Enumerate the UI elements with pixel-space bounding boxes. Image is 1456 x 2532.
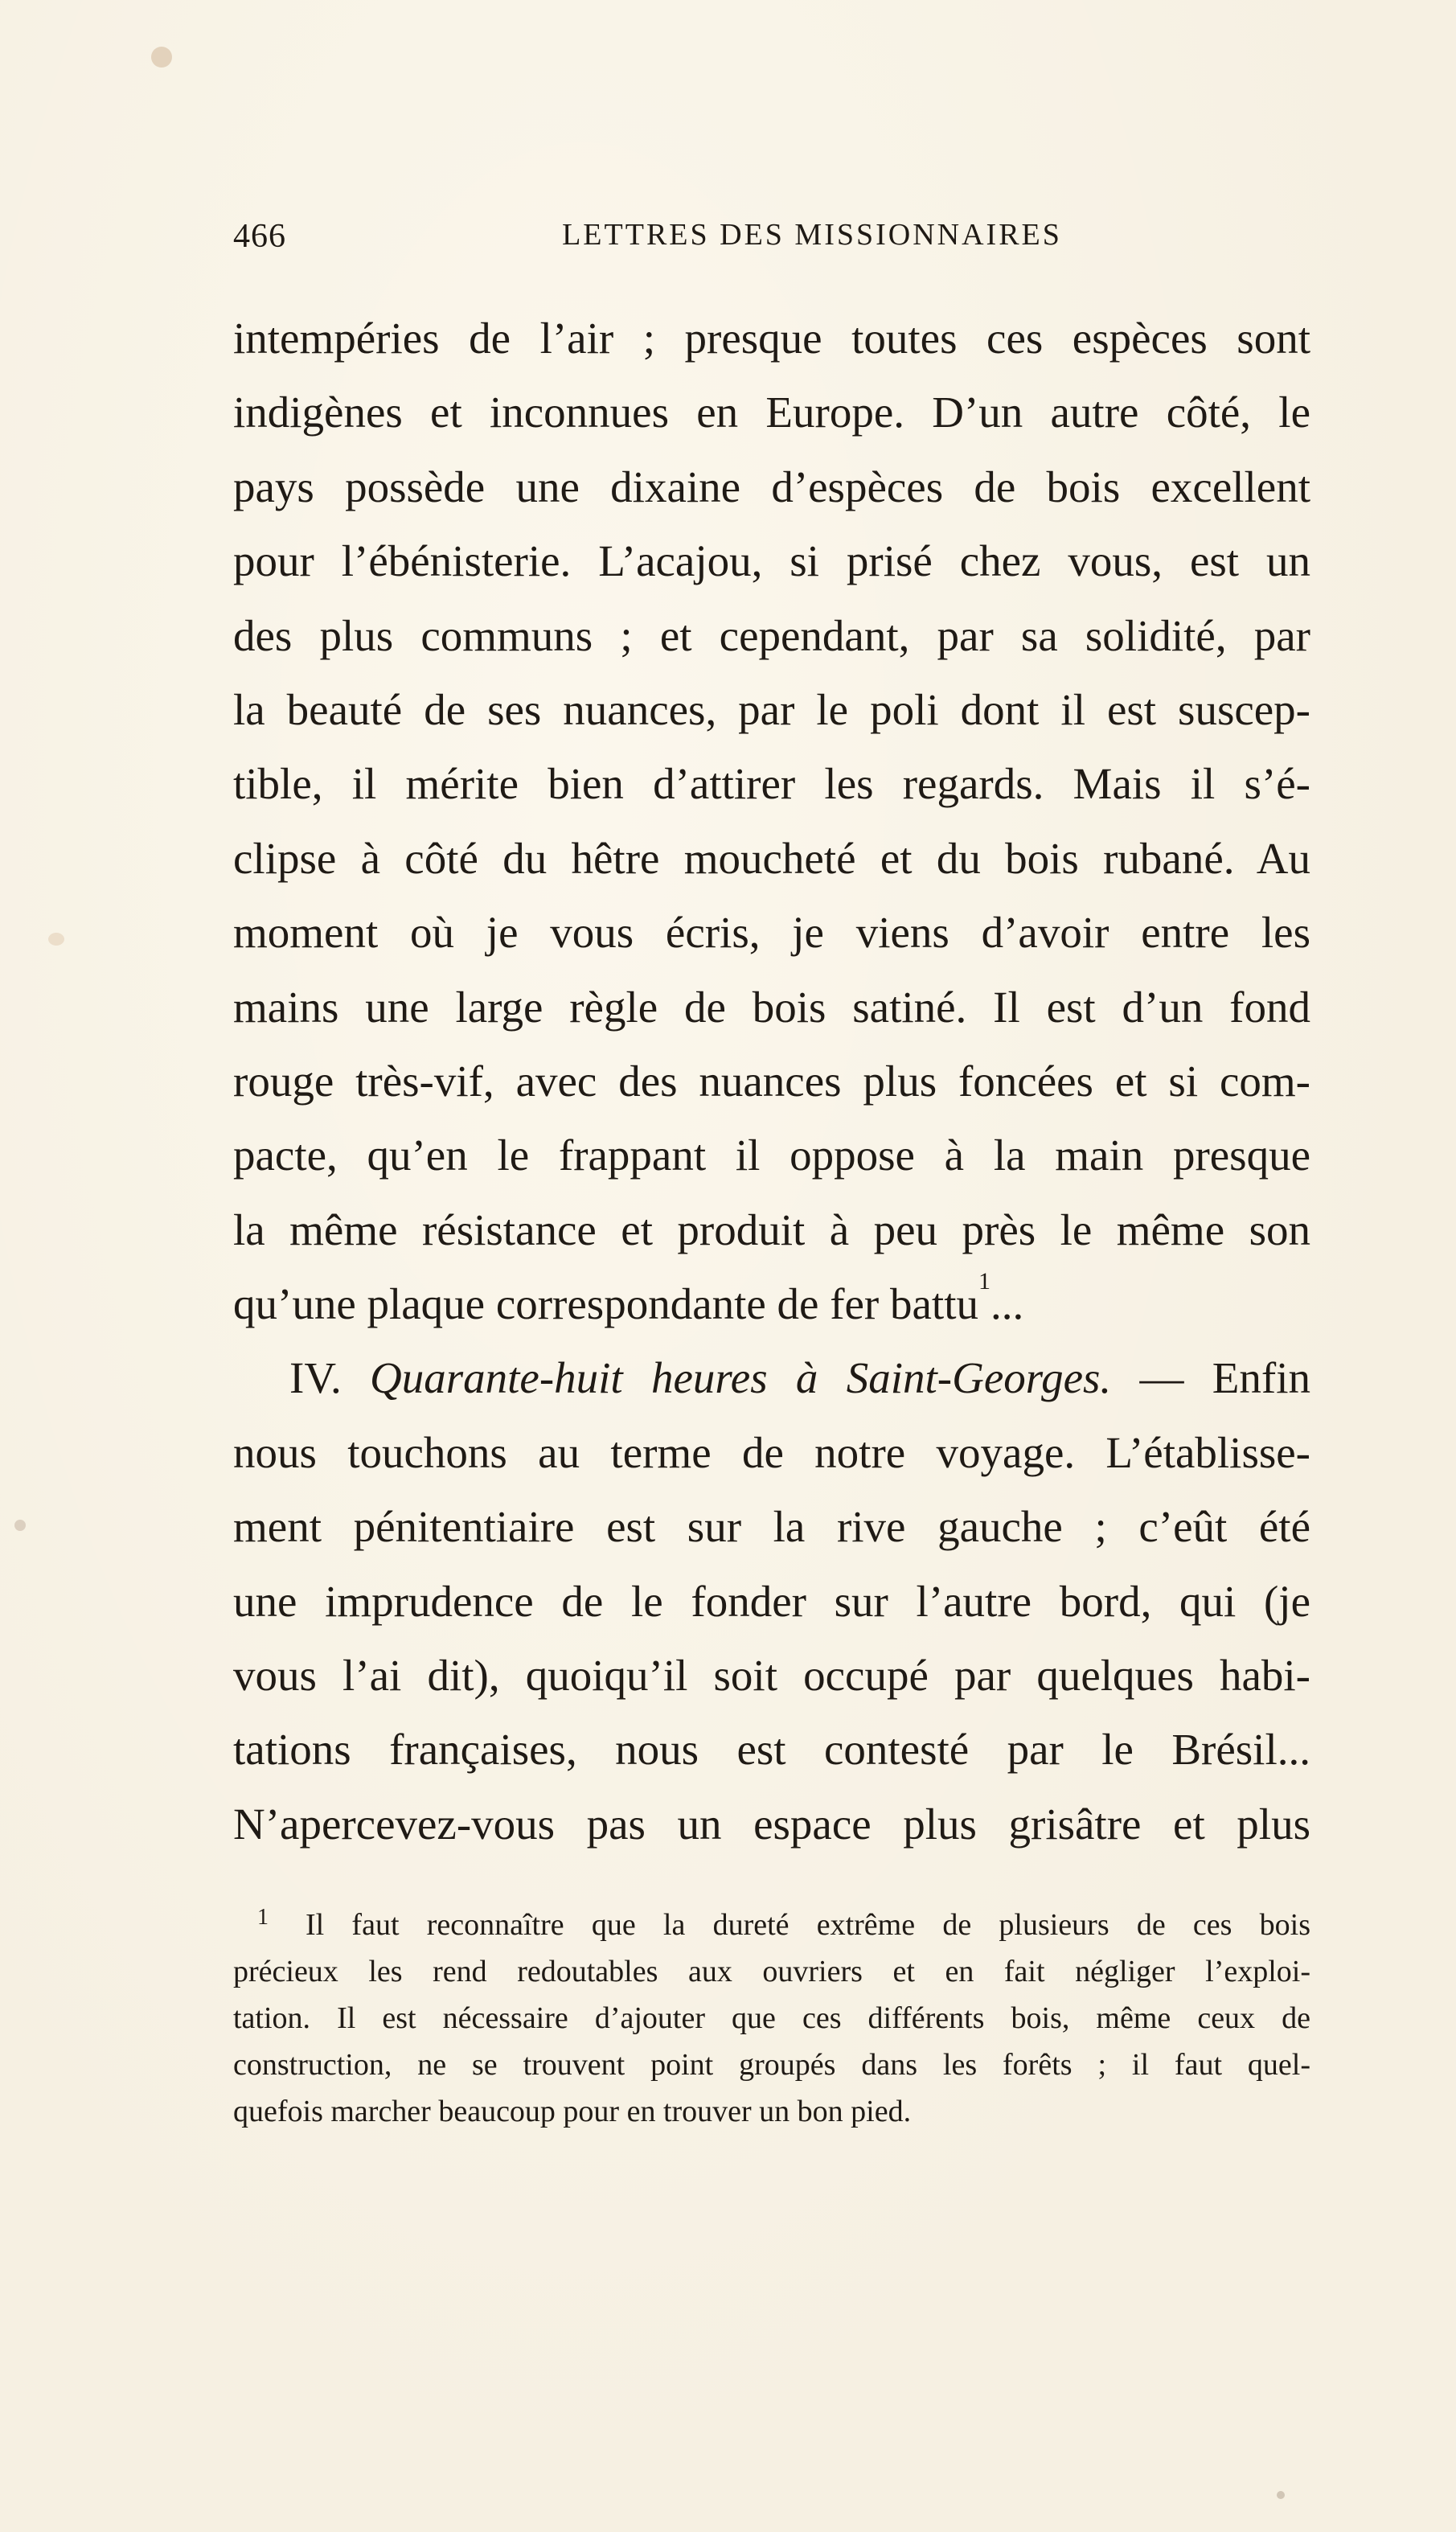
body-line: pacte, qu’en le frappant il oppose à la main presque (233, 1131, 1310, 1180)
paper-stain (14, 1520, 26, 1531)
section-heading-line (233, 1341, 1310, 1415)
footnote-line (233, 1902, 1310, 1948)
body-line: tations françaises, nous est contesté par le Brésil... (233, 1725, 1310, 1775)
body-line: ment pénitentiaire est sur la rive gauche ; c’eût été (233, 1502, 1310, 1552)
body-line: la même résistance et produit à peu près le même son (233, 1204, 1310, 1254)
body-line: pays possède une dixaine d’espèces de bois excellent (233, 462, 1310, 511)
body-line: rouge très-vif, avec des nuances plus foncées et si com- (233, 1056, 1310, 1106)
paper-stain (48, 933, 64, 946)
body-line: la beauté de ses nuances, par le poli dont il est suscep- (233, 684, 1310, 734)
running-head (233, 217, 1310, 265)
body-line: nous touchons au terme de notre voyage. L’établisse- (233, 1427, 1310, 1477)
section-heading: Quarante-huit heures à Saint-Georges. (370, 1353, 1112, 1403)
paper-stain (151, 47, 172, 68)
body-line: pour l’ébénisterie. L’acajou, si prisé chez vous, est un (233, 536, 1310, 586)
body-line: mains une large règle de bois satiné. Il est d’un fond (233, 982, 1310, 1032)
body-line: vous l’ai dit), quoiqu’il soit occupé par quelques habi- (233, 1651, 1310, 1701)
body-text (233, 302, 1310, 1861)
body-line-with-note (233, 1267, 1310, 1341)
footnote-line: précieux les rend redoutables aux ouvriers et en fait négliger l’exploi- (233, 1955, 1310, 1988)
body-line: moment où je vous écris, je viens d’avoir entre les (233, 908, 1310, 958)
footnote-line: quefois marcher beaucoup pour en trouver un bon pied. (233, 2095, 912, 2128)
body-line: une imprudence de le fonder sur l’autre bord, qui (je (233, 1576, 1310, 1626)
body-line: clipse à côté du hêtre moucheté et du bois rubané. Au (233, 833, 1310, 883)
footnote-line-text: Il faut reconnaître que la dureté extrême de plusieurs de ces bois (306, 1908, 1310, 1942)
body-line-text: qu’une plaque correspondante de fer battu (233, 1279, 978, 1329)
page-number: 466 (233, 218, 286, 255)
footnote-line: construction, ne se trouvent point groupés dans les forêts ; il faut quel- (233, 2048, 1310, 2082)
body-line: indigènes et inconnues en Europe. D’un autre côté, le (233, 388, 1310, 437)
footnote-mark: 1 (257, 1905, 269, 1930)
body-line: des plus communs ; et cependant, par sa solidité, par (233, 610, 1310, 660)
body-line: intempéries de l’air ; presque toutes ces espèces sont (233, 314, 1310, 363)
section-line-rest: — Enfin (1111, 1353, 1310, 1403)
ellipsis: ... (990, 1279, 1024, 1329)
body-line: tible, il mérite bien d’attirer les regards. Mais il s’é- (233, 759, 1310, 809)
footnote-line: tation. Il est nécessaire d’ajouter que ces différents bois, même ceux de (233, 2001, 1310, 2035)
paper-stain (1277, 2491, 1285, 2499)
section-numeral: IV. (289, 1353, 342, 1403)
footnote (233, 1902, 1310, 2135)
footnote-reference: 1 (978, 1267, 990, 1295)
body-line: N’apercevez-vous pas un espace plus grisâtre et plus (233, 1799, 1310, 1849)
running-title: LETTRES DES MISSIONNAIRES (562, 218, 1062, 252)
